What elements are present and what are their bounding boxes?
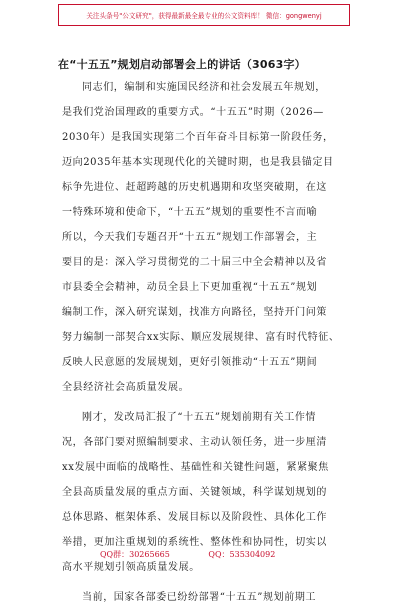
body-line: 要目的是：深入学习贯彻党的二十届三中全会精神以及省: [62, 257, 327, 268]
body-line: 努力编制一部契合xx实际、顺应发展规律、富有时代特征、: [62, 332, 340, 343]
body-line: 市县委全会精神，动员全县上下更加重视“十五五”规划: [62, 282, 318, 293]
body-line: 迈向2035年基本实现现代化的关键时期，也是我县锚定目: [62, 157, 334, 168]
body-line: 标争先进位、赶超跨越的历史机遇期和攻坚突破期，在这: [62, 182, 327, 193]
body-line: 当前，国家各部委已纷纷部署“十五五”规划前期工: [82, 592, 317, 603]
body-line: 况，各部门要对照编制要求、主动认领任务，进一步厘清: [62, 437, 327, 448]
body-line: 同志们，编制和实施国民经济和社会发展五年规划，: [82, 82, 326, 93]
body-line: 总体思路、框架体系、发展目标以及阶段性、具体化工作: [62, 512, 327, 523]
body-line: 所以，今天我们专题召开“十五五”规划工作部署会，主: [62, 232, 318, 243]
document-title: 在“十五五”规划启动部署会上的讲话（3063字）: [58, 58, 306, 71]
body-line: 全县经济社会高质量发展。: [62, 382, 190, 393]
body-line: 全县高质量发展的重点方面、关键领域，科学谋划规划的: [62, 487, 327, 498]
body-line: 反映人民意愿的发展规划，更好引领推动“十五五”期间: [62, 357, 318, 368]
qq-label: QQ：: [208, 550, 230, 559]
body-line: 编制工作，深入研究谋划，找准方向路径，坚持开门问策: [62, 307, 327, 318]
body-line: 2030年）是我国实现第二个百年奋斗目标第一阶段任务，: [62, 132, 334, 143]
body-line: 举措，更加注重规划的系统性、整体性和协同性，切实以: [62, 537, 327, 548]
qq-group-label: QQ群：: [100, 550, 130, 559]
body-line: xx发展中面临的战略性、基础性和关键性问题，紧紧聚焦: [62, 462, 329, 473]
body-line: 是我们党治国理政的重要方式。“十五五”时期（2026—: [62, 107, 324, 118]
footer-contact: [100, 549, 275, 560]
qq-number: 535304092: [229, 550, 276, 559]
qq-group-number: 30265665: [129, 550, 170, 559]
body-line: 高水平规划引领高质量发展。: [62, 562, 200, 573]
header-banner: 关注头条号"公文研究"，获得最新最全最专业的公文资料库！ 微信：gongwenyj: [58, 4, 350, 26]
body-line: 一特殊环境和使命下，“十五五”规划的重要性不言而喻: [62, 207, 318, 218]
body-line: 刚才，发改局汇报了“十五五”规划前期有关工作情: [82, 412, 317, 423]
